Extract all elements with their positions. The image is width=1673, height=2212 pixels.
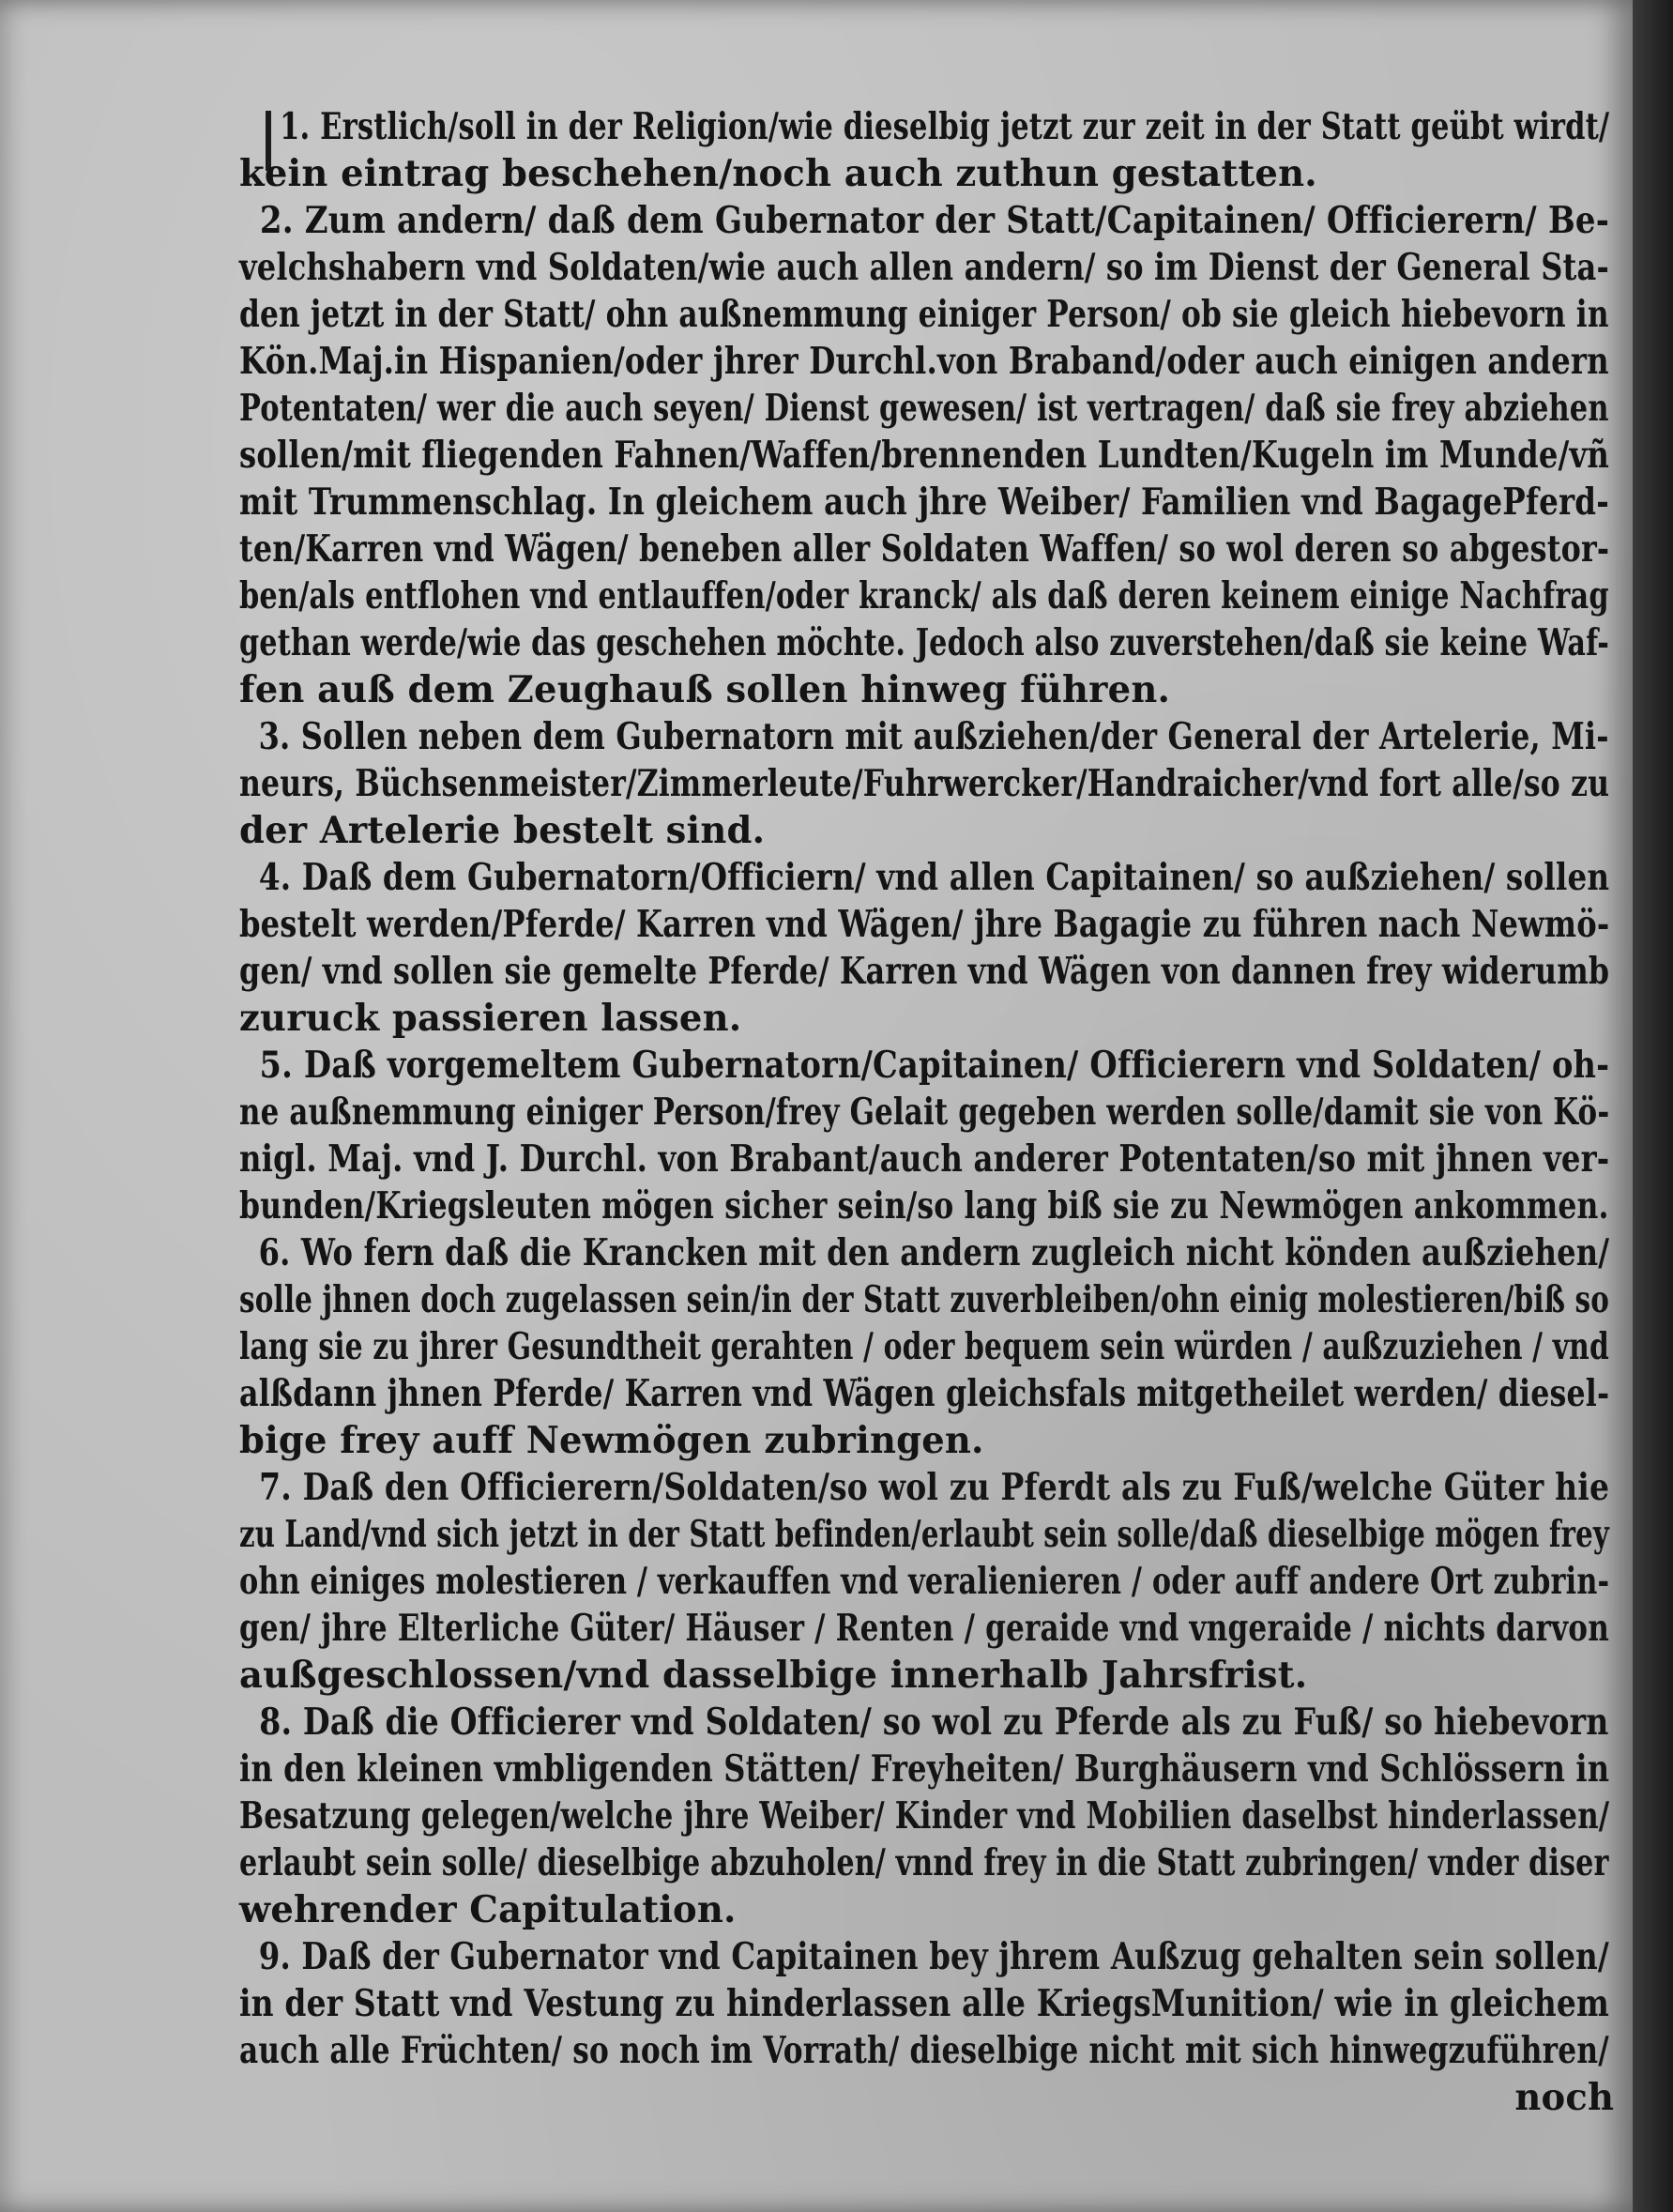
paragraph-number: 6. [258,1231,291,1274]
paragraph-4 [239,854,1628,1042]
text-line: gethan werde/wie das geschehen möchte. Jedoch also zuverstehen/daß sie keine Waf- [239,621,1609,664]
text-line: 1. Erstlich/soll in der Religion/wie dieselbig jetzt zur zeit in der Statt geübt wirdt/ [280,105,1610,148]
paragraph-3 [239,713,1628,854]
text-line: ben/als entflohen vnd entlauffen/oder kranck/ als daß deren keinem einige Nachfrag [239,574,1609,618]
paragraph-number: 9. [258,1935,291,1978]
text-line: lang sie zu jhrer Gesundtheit gerahten / oder bequem sein würden / außzuziehen / vnd [239,1325,1609,1368]
text-line: wehrender Capitulation. [239,1888,737,1931]
text-line: 5. Daß vorgemeltem Gubernatorn/Capitainen/ Officierern vnd Soldaten/ oh- [259,1044,1610,1087]
text-line: kein eintrag beschehen/noch auch zuthun gestatten. [239,152,1317,195]
paragraph-2 [239,197,1628,713]
text-line: Potentaten/ wer die auch seyen/ Dienst gewesen/ ist vertragen/ daß sie frey abziehen [239,387,1609,430]
text-line: ne außnemmung einiger Person/frey Gelait gegeben werden solle/damit sie von Kö- [239,1091,1610,1134]
text-line: den jetzt in der Statt/ ohn außnemmung einiger Person/ ob sie gleich hiebevorn in [239,293,1609,336]
paragraph-number: 5. [259,1044,294,1087]
paragraph-9 [239,1933,1628,2074]
paragraph-1 [239,103,1628,197]
text-line: nigl. Maj. vnd J. Durchl. von Brabant/auch anderer Potentaten/so mit jhnen ver- [239,1137,1610,1181]
paragraph-number: 4. [258,856,292,899]
text-line: neurs, Büchsenmeister/Zimmerleute/Fuhrwercker/Handraicher/vnd fort alle/so zu [239,762,1610,805]
text-line: velchshabern vnd Soldaten/wie auch allen andern/ so im Dienst der General Sta- [239,246,1609,289]
paragraph-number: 8. [259,1701,293,1744]
text-line: Besatzung gelegen/welche jhre Weiber/ Kinder vnd Mobilien daselbst hinderlassen/ [239,1794,1610,1838]
paragraph-number: 3. [258,715,291,758]
text-line: sollen/mit fliegenden Fahnen/Waffen/brennenden Lundten/Kugeln im Munde/vñ [239,434,1610,477]
text-line: fen auß dem Zeughauß sollen hinweg führen. [239,668,1171,711]
catchword: noch [1514,2076,1615,2119]
text-line: 3. Sollen neben dem Gubernatorn mit außziehen/der General der Artelerie, Mi- [258,715,1609,758]
text-line: bestelt werden/Pferde/ Karren vnd Wägen/ jhre Bagagie zu führen nach Newmö- [239,903,1610,946]
text-line: 7. Daß den Officierern/Soldaten/so wol zu Pferdt als zu Fuß/welche Güter hie [259,1466,1610,1509]
text-line: der Artelerie bestelt sind. [239,809,766,852]
text-line: alßdann jhnen Pferde/ Karren vnd Wägen gleichsfals mitgetheilet werden/ diesel- [239,1372,1610,1415]
text-line: in den kleinen vmbligenden Stätten/ Freyheiten/ Burghäusern vnd Schlössern in [239,1747,1610,1791]
text-line: gen/ vnd sollen sie gemelte Pferde/ Karren vnd Wägen von dannen frey widerumb [239,950,1610,993]
paragraph-7 [239,1464,1628,1699]
text-line: 8. Daß die Officierer vnd Soldaten/ so wol zu Pferde als zu Fuß/ so hiebevorn [259,1701,1609,1744]
text-line: in der Statt vnd Vestung zu hinderlassen alle KriegsMunition/ wie in gleichem [239,1982,1609,2025]
paragraph-number: 1. [280,105,311,148]
text-line: 4. Daß dem Gubernatorn/Officiern/ vnd allen Capitainen/ so außziehen/ sollen [258,856,1610,899]
paragraph-6 [239,1229,1628,1464]
text-line: außgeschlossen/vnd dasselbige innerhalb Jahrsfrist. [239,1654,1308,1697]
paragraph-5 [239,1042,1628,1229]
text-line: mit Trummenschlag. In gleichem auch jhre Weiber/ Familien vnd BagagePferd- [239,481,1609,524]
paragraph-8 [239,1699,1628,1933]
paragraph-number: 2. [259,199,294,242]
paragraph-number: 7. [259,1466,292,1509]
text-line: auch alle Früchten/ so noch im Vorrath/ dieselbige nicht mit sich hinwegzuführen/ [239,2029,1609,2072]
text-line: solle jhnen doch zugelassen sein/in der Statt zuverbleiben/ohn einig molestieren/biß so [239,1278,1610,1321]
text-line: 2. Zum andern/ daß dem Gubernator der Statt/Capitainen/ Officierern/ Be- [259,199,1610,242]
text-line: gen/ jhre Elterliche Güter/ Häuser / Renten / geraide vnd vngeraide / nichts darvon [239,1607,1609,1650]
text-line: 9. Daß der Gubernator vnd Capitainen bey jhrem Außzug gehalten sein sollen/ [258,1935,1609,1978]
text-line: zuruck passieren lassen. [239,997,742,1040]
text-line: ohn einiges molestieren / verkauffen vnd veralienieren / oder auff andere Ort zubrin- [239,1560,1610,1603]
text-line: ten/Karren vnd Wägen/ beneben aller Soldaten Waffen/ so wol deren so abgestor- [239,527,1610,571]
text-line: erlaubt sein solle/ dieselbige abzuholen/ vnnd frey in die Statt zubringen/ vnder diser [239,1841,1609,1884]
text-line: Kön.Maj.in Hispanien/oder jhrer Durchl.von Braband/oder auch einigen andern [239,340,1609,383]
text-line: bunden/Kriegsleuten mögen sicher sein/so lang biß sie zu Newmögen ankommen. [239,1184,1609,1228]
text-line: 6. Wo fern daß die Krancken mit den andern zugleich nicht könden außziehen/ [258,1231,1610,1274]
text-line: zu Land/vnd sich jetzt in der Statt befinden/erlaubt sein solle/daß dieselbige mögen frey [239,1513,1609,1556]
text-line: bige frey auff Newmögen zubringen. [239,1419,984,1462]
document-text [239,103,1628,2121]
page-edge-shadow [1633,0,1673,2212]
